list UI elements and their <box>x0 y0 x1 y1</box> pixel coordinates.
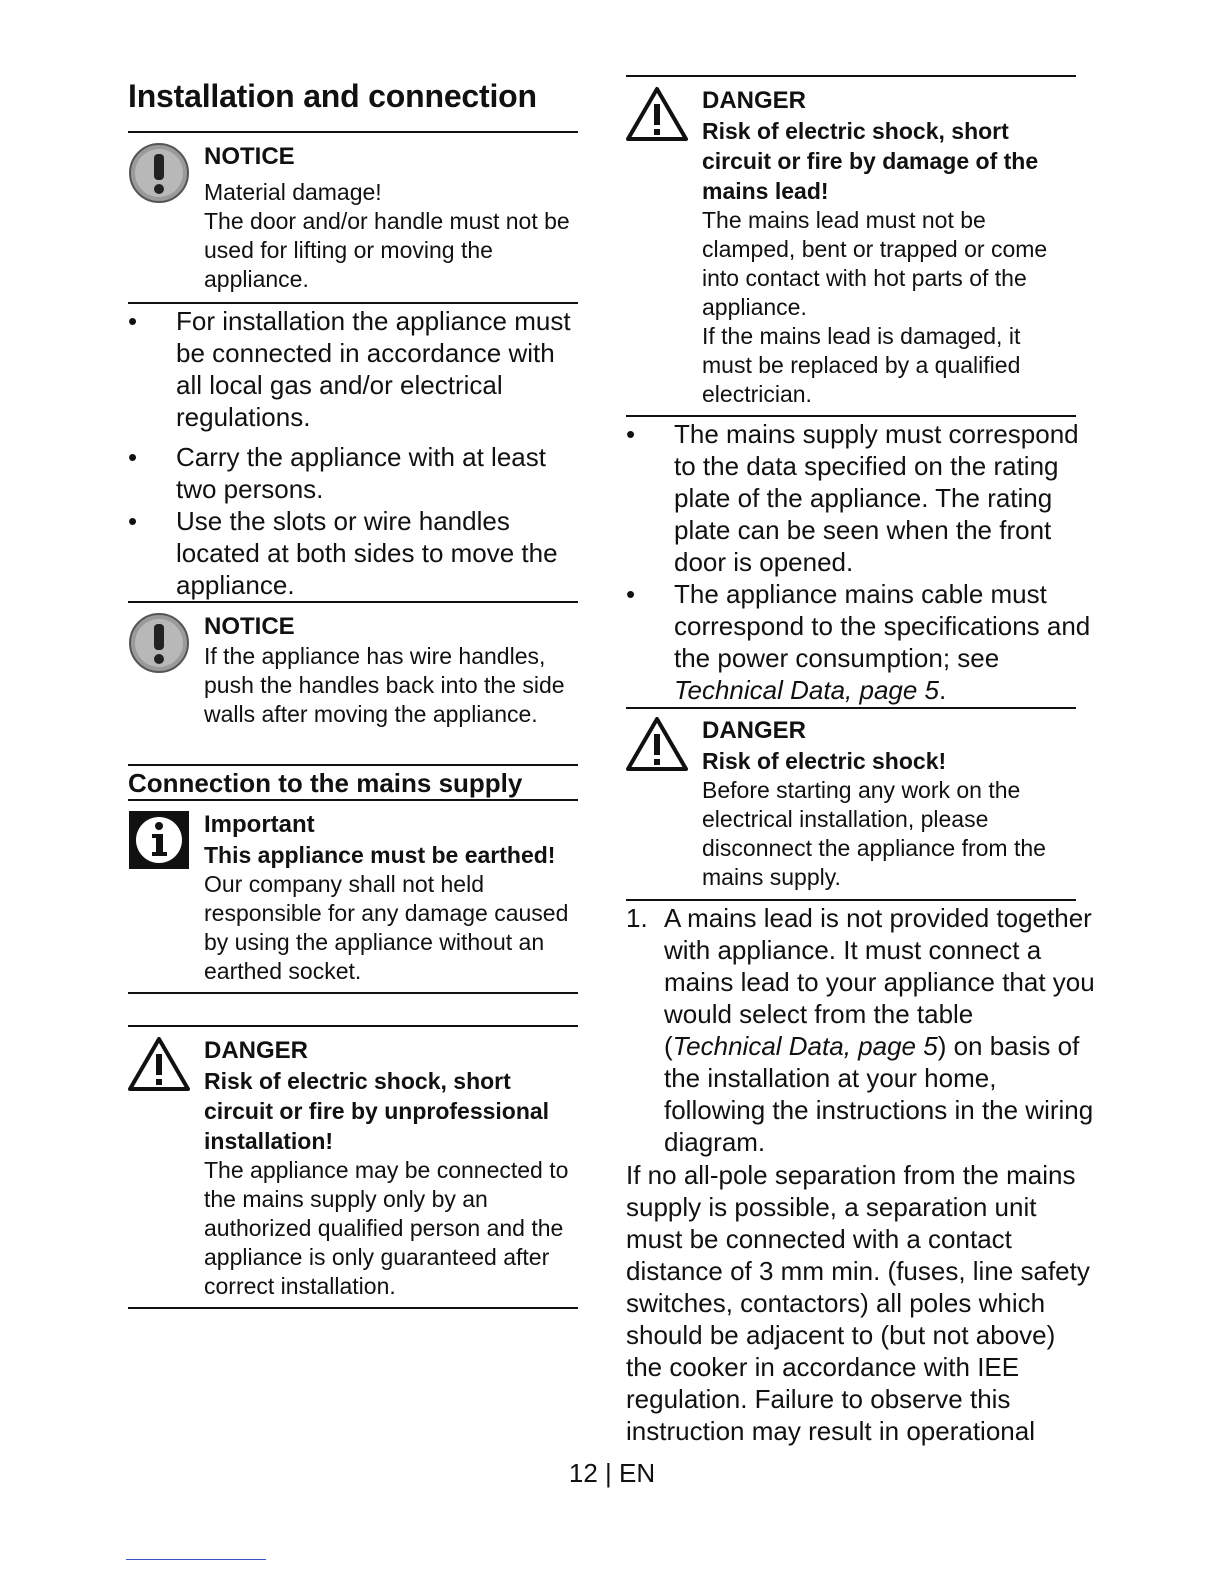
divider <box>128 302 578 304</box>
notice-box <box>204 142 574 294</box>
divider <box>128 131 578 133</box>
installation-bullets <box>128 305 583 601</box>
separation-paragraph: If no all-pole separation from the mains supply is possible, a separation unit must be connected with a contact distance of 3 mm min. (fuses, line safety switches, contactors) all poles which should be adjacent to (but not above) the cooker in accordance with IEE regulation. Failure to observe this instruction may result in operational <box>626 1160 1090 1446</box>
step-number: 1. <box>626 903 648 933</box>
danger-subtitle: Risk of electric shock, short circuit or fire by unprofessional installation! <box>204 1068 550 1154</box>
danger-subtitle: Risk of electric shock, short circuit or fire by damage of the mains lead! <box>702 118 1039 204</box>
important-box <box>204 810 574 986</box>
mains-bullets <box>626 418 1104 706</box>
page-title: Installation and connection <box>128 78 537 114</box>
divider <box>128 1307 578 1309</box>
important-title: Important <box>204 811 315 838</box>
divider <box>128 764 578 766</box>
list-item: • Carry the appliance with at least two persons. <box>128 441 583 505</box>
danger-text: The mains lead must not be clamped, bent or trapped or come into contact with hot parts of the appliance. <box>702 207 1048 320</box>
step-text-start: A mains lead is not provided together with appliance. It must connect a mains lead to your appliance that you would select from the table ( <box>664 903 1095 1061</box>
list-item-suffix: . <box>939 675 947 705</box>
bottom-rule <box>126 1559 266 1560</box>
divider <box>626 899 1076 901</box>
section-title: Connection to the mains supply <box>128 768 523 798</box>
divider <box>626 75 1076 77</box>
page-footer: 12 | EN <box>568 1458 656 1488</box>
step-text <box>664 902 1096 1158</box>
technical-data-reference: Technical Data, page 5 <box>672 1031 938 1061</box>
danger-text: If the mains lead is damaged, it must be replaced by a qualified electrician. <box>702 323 1021 407</box>
danger-text: The appliance may be connected to the mains supply only by an authorized qualified person and the appliance is only guaranteed after correct installation. <box>204 1157 569 1299</box>
notice-icon <box>128 142 190 204</box>
numbered-step <box>626 902 1096 1158</box>
notice-box <box>204 612 574 729</box>
list-item: • For installation the appliance must be connected in accordance with all local gas and/or electrical regulations. <box>128 305 583 433</box>
notice-title: NOTICE <box>204 613 295 640</box>
notice-title: NOTICE <box>204 143 295 170</box>
danger-box <box>204 1036 582 1301</box>
notice-headline: Material damage! <box>204 179 382 205</box>
danger-title: DANGER <box>204 1037 309 1064</box>
notice-text: If the appliance has wire handles, push the handles back into the side walls after moving the appliance. <box>204 643 565 727</box>
divider <box>128 1025 578 1027</box>
important-subtitle: This appliance must be earthed! <box>204 842 556 868</box>
danger-text: Before starting any work on the electrical installation, please disconnect the appliance from the mains supply. <box>702 777 1046 890</box>
divider <box>128 992 578 994</box>
warning-triangle-icon <box>626 86 688 142</box>
danger-subtitle: Risk of electric shock! <box>702 748 947 774</box>
divider <box>128 601 578 603</box>
warning-triangle-icon <box>128 1036 190 1092</box>
list-item-text: The appliance mains cable must correspond to the specifications and the power consumption; see <box>674 579 1091 673</box>
notice-text: The door and/or handle must not be used for lifting or moving the appliance. <box>204 208 570 292</box>
divider <box>128 799 578 801</box>
danger-title: DANGER <box>702 87 807 114</box>
danger-title: DANGER <box>702 717 807 744</box>
divider <box>626 415 1076 417</box>
divider <box>626 707 1076 709</box>
important-text: Our company shall not held responsible for any damage caused by using the appliance without an earthed socket. <box>204 871 569 984</box>
list-item: • The mains supply must correspond to the data specified on the rating plate of the appliance. The rating plate can be seen when the front door is opened. <box>626 418 1104 578</box>
technical-data-reference: Technical Data, page 5 <box>674 675 940 705</box>
step-text-end: ) on basis of the installation at your home, following the instructions in the wiring diagram. <box>664 1031 1094 1157</box>
danger-box <box>702 716 1072 892</box>
danger-box <box>702 86 1072 409</box>
list-item: • Use the slots or wire handles located at both sides to move the appliance. <box>128 505 583 601</box>
notice-icon <box>128 612 190 674</box>
list-item <box>626 578 1104 706</box>
info-icon <box>128 810 190 870</box>
warning-triangle-icon <box>626 716 688 772</box>
